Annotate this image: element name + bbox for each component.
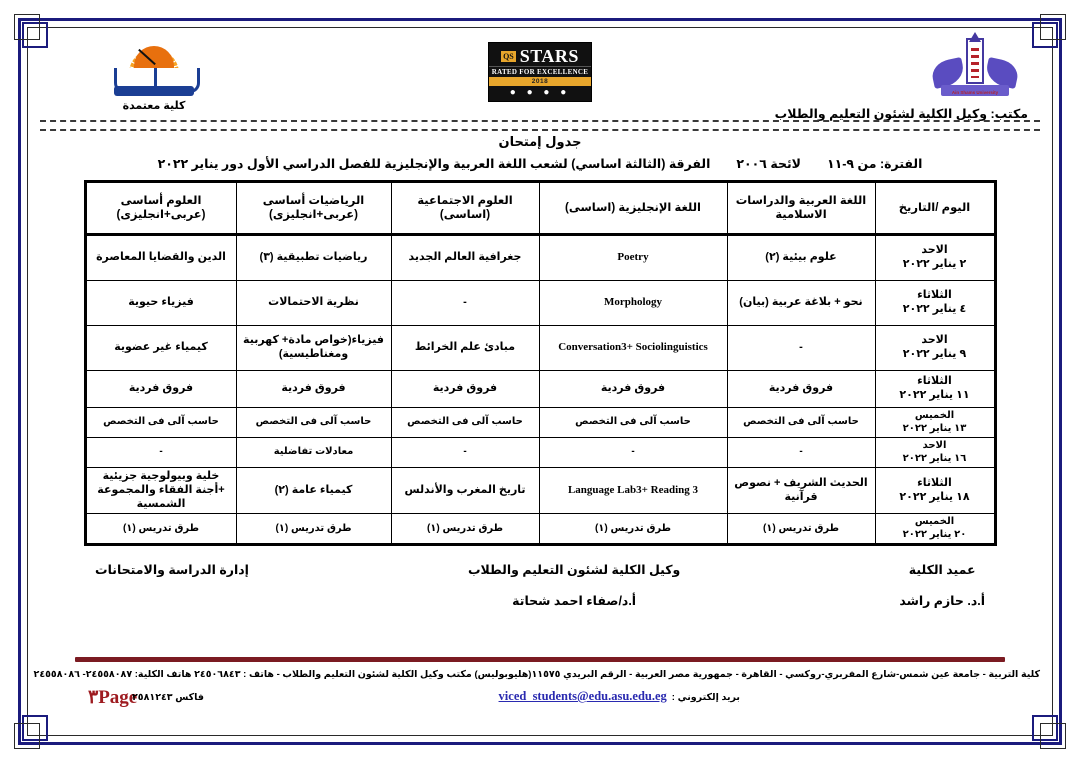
cell-english: Conversation3+ Sociolinguistics <box>539 326 727 371</box>
cell-date <box>875 438 995 468</box>
table-row <box>85 514 995 545</box>
cell-social: تاريخ المغرب والأندلس <box>391 468 539 514</box>
subtitle-row <box>40 156 1040 171</box>
cell-social: - <box>391 281 539 326</box>
signature-row <box>95 562 985 608</box>
obelisk-icon <box>966 38 984 84</box>
table-row <box>85 281 995 326</box>
footer-address-line: كلية التربية - جامعة عين شمس-شارع المفربري-روكسي - القاهرة - جمهورية مصر العربية - الرقم البريدي ١١٥٧٥(هليوبوليس) مكتب وكيل الكلية لشئون التعليم والطلاب - هاتف : ٢٤٥٠٦٨٤٣ هاتف الكلية: ٢٤٥٥٨٠٨٧- ٢٤٥٥٨٠٨٦ <box>33 669 1040 680</box>
exam-period-label: الفترة: من ٩-١١ <box>826 157 923 171</box>
cell-science: طرق تدريس (١) <box>85 514 236 545</box>
footer-divider-rule <box>75 657 1005 662</box>
cell-social: مبادئ علم الخرائط <box>391 326 539 371</box>
signature-vice-dean <box>468 562 680 608</box>
footer-bottom-line <box>40 686 1040 712</box>
cell-social: طرق تدريس (١) <box>391 514 539 545</box>
cell-date-value: ١٣ يناير ٢٠٢٢ <box>902 422 967 434</box>
cell-date-value: ٢ يناير ٢٠٢٢ <box>902 258 967 270</box>
cell-english: - <box>539 438 727 468</box>
fax-label: فاكس ٢٥٨١٢٤٣ <box>132 692 204 703</box>
qs-rated-label: RATED FOR EXCELLENCE <box>489 66 591 77</box>
exam-schedule-table <box>84 180 997 546</box>
table-header-row <box>85 182 995 235</box>
cell-science: - <box>85 438 236 468</box>
cell-english: فروق فردية <box>539 371 727 408</box>
column-header-arabic: اللغة العربية والدراسات الاسلامية <box>727 182 875 235</box>
page-title: جدول إمتحان <box>498 134 582 149</box>
cell-date-value: ٤ يناير ٢٠٢٢ <box>902 303 967 315</box>
cell-date <box>875 326 995 371</box>
cell-date-value: ١٨ يناير ٢٠٢٢ <box>899 490 970 503</box>
column-header-science: العلوم أساسى (عربى+انجليزى) <box>85 182 236 235</box>
exam-table-container <box>40 180 1040 546</box>
cell-date-value: ١١ يناير ٢٠٢٢ <box>899 389 970 401</box>
cell-day-name: الاحد <box>921 334 948 347</box>
cell-arabic: حاسب آلى فى التخصص <box>727 408 875 438</box>
header-divider-rule <box>40 120 1040 131</box>
cell-date <box>875 468 995 514</box>
qs-stars-word: STARS <box>519 46 579 66</box>
cell-english: Morphology <box>539 281 727 326</box>
cell-math: حاسب آلى فى التخصص <box>236 408 391 438</box>
cell-date-value: ٢٠ يناير ٢٠٢٢ <box>902 528 967 540</box>
cell-social: - <box>391 438 539 468</box>
cell-date-value: ١٦ يناير ٢٠٢٢ <box>902 452 967 464</box>
sun-book-icon <box>108 40 200 98</box>
title-block <box>40 134 1040 171</box>
exams-admin-title: إدارة الدراسة والامتحانات <box>95 563 249 578</box>
cell-social: فروق فردية <box>391 371 539 408</box>
column-header-date: اليوم /التاريخ <box>875 182 995 235</box>
cell-social: جغرافية العالم الجديد <box>391 235 539 281</box>
table-row <box>85 371 995 408</box>
cell-arabic: - <box>727 438 875 468</box>
column-header-english: اللغة الإنجليزية (اساسى) <box>539 182 727 235</box>
cell-science: فيزياء حيوية <box>85 281 236 326</box>
cell-date <box>875 514 995 545</box>
accredited-caption: كلية معتمدة <box>122 100 186 112</box>
email-contact-line <box>499 689 740 704</box>
cell-day-name: الخميس <box>914 410 955 421</box>
qs-mark-label: QS <box>503 51 514 61</box>
cell-date <box>875 408 995 438</box>
table-row <box>85 326 995 371</box>
email-label: بريد إلكتروني : <box>671 692 740 703</box>
cell-math: فيزياء(خواص مادة+ كهربية ومغناطيسية) <box>236 326 391 371</box>
cell-day-name: الاحد <box>922 440 947 451</box>
column-header-math: الرياضيات أساسى (عربى+انجليزى) <box>236 182 391 235</box>
cell-arabic: الحديث الشريف + نصوص قرآنية <box>727 468 875 514</box>
table-row <box>85 438 995 468</box>
cell-english: حاسب آلى فى التخصص <box>539 408 727 438</box>
office-label: مكتب: وكيل الكلية لشئون التعليم والطلاب <box>774 107 1028 121</box>
dean-name: أ.د. حازم راشد <box>899 594 985 609</box>
exam-table-body <box>85 235 995 545</box>
signature-exams-admin <box>95 562 249 608</box>
document-header <box>40 34 1040 122</box>
cell-math: طرق تدريس (١) <box>236 514 391 545</box>
vice-dean-name: أ.د/صفاء احمد شحاتة <box>512 594 637 609</box>
university-logo-caption: Ain Shams University <box>951 90 999 95</box>
cell-day-name: الثلاثاء <box>917 476 952 489</box>
document-footer <box>33 657 1040 712</box>
cell-science: حاسب آلى فى التخصص <box>85 408 236 438</box>
qs-star-icons: ● ● ● ● <box>509 87 571 98</box>
cell-day-name: الثلاثاء <box>917 375 952 388</box>
cell-date-value: ٩ يناير ٢٠٢٢ <box>902 348 967 360</box>
cell-english: Language Lab3+ Reading 3 <box>539 468 727 514</box>
cell-date <box>875 371 995 408</box>
cell-science: خلية وبيولوجية جزيئية +أجنة الفقاء والمجموعة الشمسية <box>85 468 236 514</box>
column-header-social: العلوم الاجتماعية (اساسى) <box>391 182 539 235</box>
cell-science: فروق فردية <box>85 371 236 408</box>
regulation-label: لائحة ٢٠٠٦ <box>736 157 801 171</box>
cell-math: معادلات تفاضلية <box>236 438 391 468</box>
table-row <box>85 408 995 438</box>
cell-arabic: - <box>727 326 875 371</box>
ain-shams-university-logo <box>932 36 1018 108</box>
cell-day-name: الخميس <box>914 516 955 528</box>
cell-math: كيمياء عامة (٢) <box>236 468 391 514</box>
cell-social: حاسب آلى فى التخصص <box>391 408 539 438</box>
cell-date <box>875 235 995 281</box>
cell-arabic: نحو + بلاغة عربية (بيان) <box>727 281 875 326</box>
cell-date <box>875 281 995 326</box>
document-content <box>33 34 1040 734</box>
cell-arabic: فروق فردية <box>727 371 875 408</box>
cell-arabic: علوم بيئية (٢) <box>727 235 875 281</box>
signature-dean <box>899 562 985 608</box>
email-link[interactable]: viced_students@edu.asu.edu.eg <box>498 689 667 703</box>
dean-title: عميد الكلية <box>908 563 976 578</box>
cell-arabic: طرق تدريس (١) <box>727 514 875 545</box>
cell-math: رياضيات تطبيقية (٣) <box>236 235 391 281</box>
exam-subject-label: الفرقة (الثالثة اساسي) لشعب اللغة العربية والإنجليزية للفصل الدراسي الأول دور يناير ٢٠٢٢ <box>157 157 711 171</box>
cell-science: الدين والقضايا المعاصرة <box>85 235 236 281</box>
accredited-faculty-logo <box>106 40 202 112</box>
page-number-label: ٣Page <box>88 687 138 708</box>
cell-day-name: الثلاثاء <box>917 289 952 302</box>
cell-day-name: الاحد <box>921 244 948 257</box>
table-row <box>85 235 995 281</box>
cell-english: طرق تدريس (١) <box>539 514 727 545</box>
cell-science: كيمياء غير عضوية <box>85 326 236 371</box>
vice-dean-title: وكيل الكلية لشئون التعليم والطلاب <box>467 563 681 578</box>
cell-english: Poetry <box>539 235 727 281</box>
cell-math: نظرية الاحتمالات <box>236 281 391 326</box>
qs-year-label: 2018 <box>489 77 591 86</box>
qs-stars-badge <box>488 42 592 102</box>
cell-math: فروق فردية <box>236 371 391 408</box>
table-row <box>85 468 995 514</box>
